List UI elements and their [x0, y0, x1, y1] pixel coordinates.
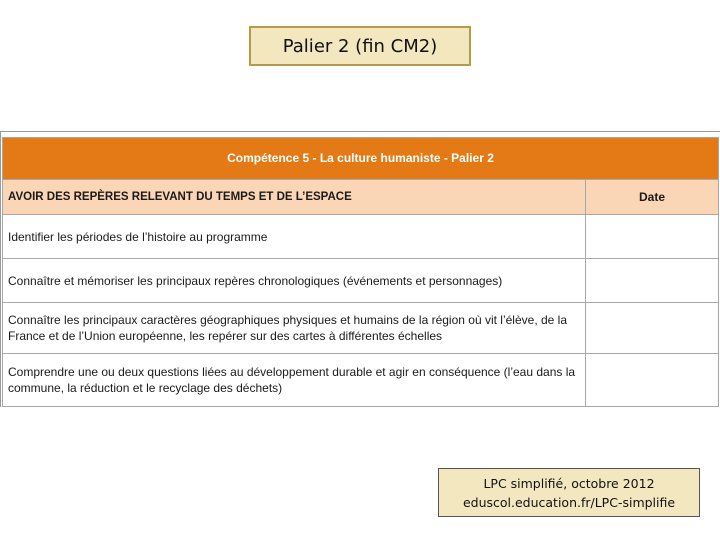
- competence-table: [2, 137, 719, 407]
- table-title: Compétence 5 - La culture humaniste - Palier 2: [3, 138, 719, 180]
- skill-text: Connaître et mémoriser les principaux repères chronologiques (événements et personnages): [3, 259, 586, 303]
- footer-link[interactable]: eduscol.education.fr/LPC-simplifie: [462, 494, 676, 510]
- skill-text: Identifier les périodes de l’histoire au programme: [3, 215, 586, 259]
- skill-text: Connaître les principaux caractères géographiques physiques et humains de la région où vit l’élève, de la France et de l’Union européenne, les repérer sur des cartes à différentes échelles: [3, 303, 586, 354]
- table-row: [3, 215, 719, 259]
- table-row: [3, 303, 719, 354]
- footer-line-1: LPC simplifié, octobre 2012: [483, 475, 655, 491]
- date-cell[interactable]: [586, 303, 719, 354]
- sheet-top-border: [0, 131, 720, 132]
- skill-text: Comprendre une ou deux questions liées au développement durable et agir en conséquence (l’eau dans la commune, la réduction et le recyclage des déchets): [3, 353, 586, 406]
- sheet-left-border: [0, 131, 1, 407]
- table-row: [3, 353, 719, 406]
- date-cell[interactable]: [586, 215, 719, 259]
- date-cell[interactable]: [586, 353, 719, 406]
- table-row: [3, 259, 719, 303]
- page-title: Palier 2 (fin CM2): [249, 26, 471, 66]
- section-header: AVOIR DES REPÈRES RELEVANT DU TEMPS ET DE L’ESPACE: [3, 179, 586, 215]
- footer-note: [438, 468, 700, 517]
- date-column-header: Date: [586, 179, 719, 215]
- date-cell[interactable]: [586, 259, 719, 303]
